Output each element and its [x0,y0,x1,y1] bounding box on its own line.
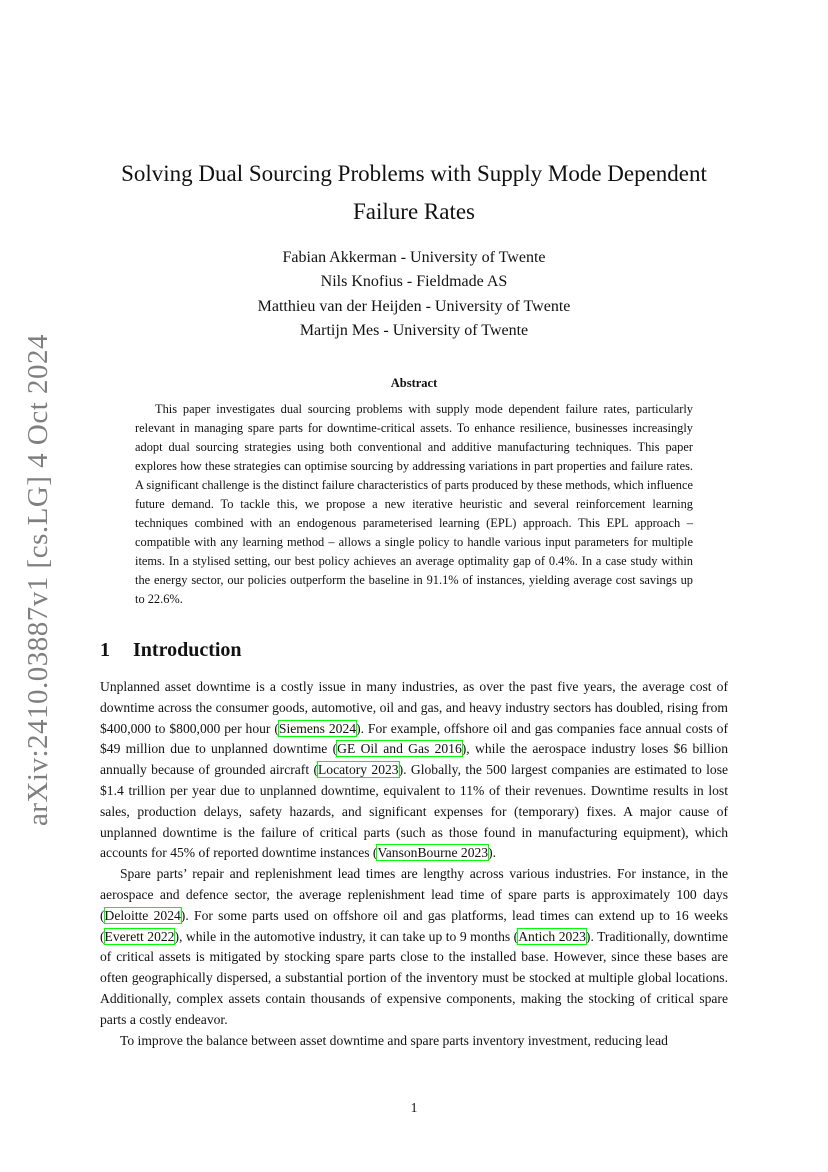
abstract-heading: Abstract [390,376,438,390]
citation-link[interactable]: GE Oil and Gas 2016 [337,741,462,757]
author-line: Martijn Mes - University of Twente [299,321,529,339]
text-run: ). For some parts used on offshore oil and gas platforms, lead times can extend up to 16 weeks ( [100,907,728,944]
section-title: Introduction [133,639,242,661]
text-run: To improve the balance between asset downtime and spare parts inventory investment, reducing lead [120,1032,668,1048]
section-heading [100,636,242,664]
text-run: ). [488,845,497,861]
author-list [100,246,728,343]
text-run: Unplanned asset downtime is a costly issue in many industries, as over the past five years, the average cost of downtime across the consumer goods, automotive, oil and gas, and heavy industry sectors has doubled, rising from $400,000 to $800,000 per hour ( [100,679,728,736]
citation-link[interactable]: Siemens 2024 [278,720,357,736]
text-run: ). For example, offshore oil and gas companies face annual costs of $49 million due to unplanned downtime ( [100,720,728,757]
page-number: 1 [410,1100,418,1115]
text-run: ). Globally, the 500 largest companies are estimated to lose $1.4 trillion per year due to unplanned downtime, equivalent to 11% of their revenues. Downtime results in lost sales, production delays, safety hazards, and significant expenses for (temporary) fixes. A major cause of unplanned downtime is the failure of critical parts (such as those found in manufacturing equipment), which accounts for 45% of reported downtime instances ( [100,762,729,861]
author-line: Nils Knofius - Fieldmade AS [320,273,508,291]
paragraph [100,677,728,864]
introduction-body [100,677,728,1051]
citation-link[interactable]: Antich 2023 [518,928,586,944]
text-run: ). Traditionally, downtime of critical assets is mitigated by stocking spare parts close to the installed base. However, since these bases are often geographically dispersed, a substantial portion of the inventory must be stocked at multiple global locations. Additionally, complex assets contain thousands of expensive components, making the stocking of critical spare parts a costly endeavor. [100,928,728,1027]
paragraph [100,1031,728,1052]
arxiv-side-stamp: arXiv:2410.03887v1 [cs.LG] 4 Oct 2024 [22,333,54,827]
text-run: ), while in the automotive industry, it can take up to 9 months ( [174,928,519,944]
text-run: ), while the aerospace industry loses $6 billion annually because of grounded aircraft ( [100,741,728,778]
paragraph [100,864,728,1030]
citation-link[interactable]: Everett 2022 [104,928,175,944]
abstract-text: This paper investigates dual sourcing problems with supply mode dependent failure rates, particularly relevant in managing spare parts for downtime-critical assets. To enhance resilience, businesses increasingly adopt dual sourcing strategies using both conventional and additive manufacturing techniques. This paper explores how these strategies can optimise sourcing by addressing variations in part properties and failure rates. A significant challenge is the distinct failure characteristics of parts produced by these methods, which influence future demand. To tackle this, we propose a new iterative heuristic and several reinforcement learning techniques combined with an endogenous parameterised learning (EPL) approach. This EPL approach – compatible with any learning method – allows a single policy to handle various input parameters for multiple items. In a stylised setting, our best policy achieves an average optimality gap of 0.4%. In a case study within the energy sector, our policies outperform the baseline in 91.1% of instances, yielding average cost savings up to 22.6%. [135,402,693,606]
author-line: Fabian Akkerman - University of Twente [282,249,546,266]
section-number: 1 [100,639,110,661]
text-run: Spare parts’ repair and replenishment lead times are lengthy across various industries. For instance, in the aerospace and defence sector, the average replenishment lead time of spare parts is approximately 100 days ( [100,866,728,923]
author-line: Matthieu van der Heijden - University of Twente [257,297,571,315]
citation-link[interactable]: Deloitte 2024 [104,907,181,923]
citation-link[interactable]: VansonBourne 2023 [377,845,489,861]
citation-link[interactable]: Locatory 2023 [318,762,399,778]
paper-title: Solving Dual Sourcing Problems with Supply Mode Dependent Failure Rates [121,161,707,224]
